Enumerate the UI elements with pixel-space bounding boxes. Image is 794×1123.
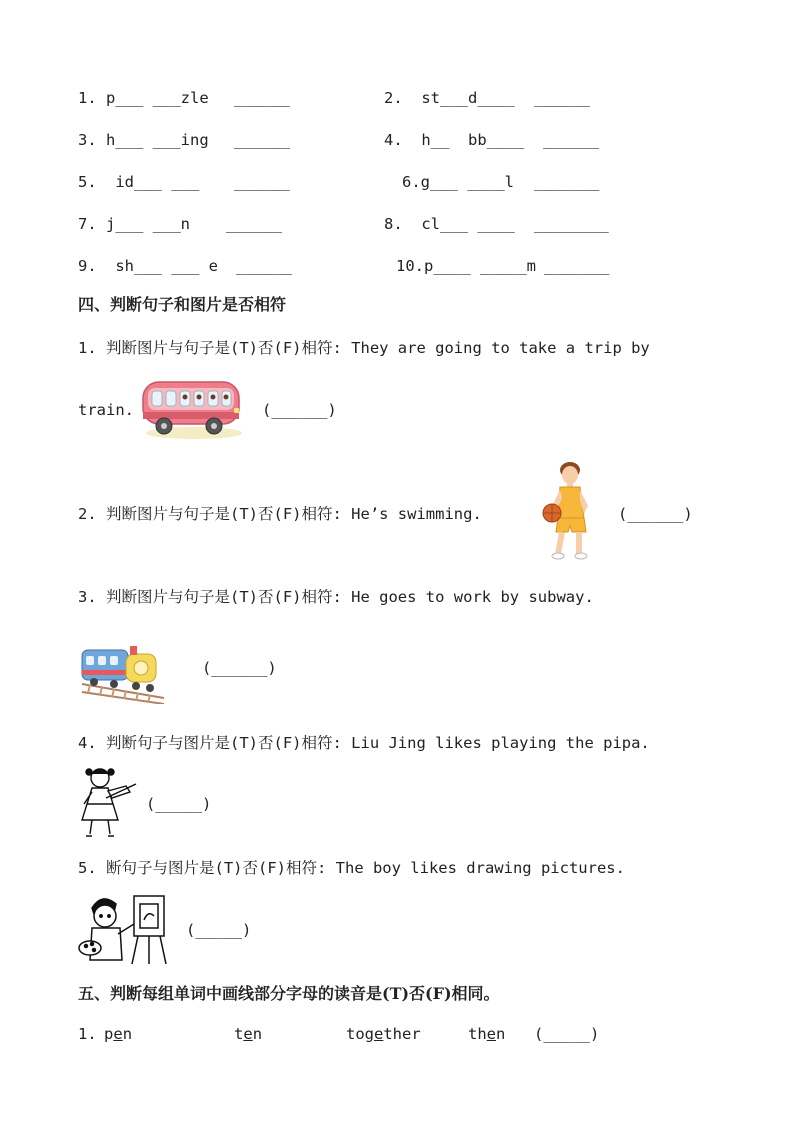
- section-4-title: 四、判断句子和图片是否相符: [78, 295, 287, 314]
- q4-3-text: 3. 判断图片与句子是(T)否(F)相符: He goes to work by subway.: [78, 588, 594, 606]
- q4-4-blank: (_____): [146, 795, 212, 813]
- q4-5-blank: (_____): [186, 921, 252, 939]
- q4-1-blank: (______): [262, 401, 337, 419]
- spell-item-2: 2. st___d____: [384, 89, 515, 107]
- spell-answer-6: _______: [534, 173, 600, 191]
- q4-1-line2: train.: [78, 401, 134, 419]
- spell-answer-4: ______: [543, 131, 599, 149]
- spell-item-8: 8. cl___ ____: [384, 215, 515, 233]
- spell-item-7: 7. j___ ___n: [78, 215, 190, 233]
- q5-1-word-4: then: [468, 1025, 506, 1043]
- spell-answer-3: ______: [234, 131, 290, 149]
- spell-answer-10: _______: [544, 257, 610, 275]
- spell-answer-7: ______: [226, 215, 282, 233]
- spell-answer-9: ______: [236, 257, 292, 275]
- q5-1-blank: (_____): [534, 1025, 600, 1043]
- q4-2-blank: (______): [618, 505, 693, 523]
- q4-2-text: 2. 判断图片与句子是(T)否(F)相符: He’s swimming.: [78, 505, 482, 523]
- train-picture: [78, 640, 170, 704]
- q4-4-text: 4. 判断句子与图片是(T)否(F)相符: Liu Jing likes playing the pipa.: [78, 734, 650, 752]
- section-5-title: 五、判断每组单词中画线部分字母的读音是(T)否(F)相同。: [78, 984, 500, 1003]
- spell-item-10: 10.p____ _____m: [396, 257, 536, 275]
- spell-answer-8: ________: [534, 215, 609, 233]
- spell-answer-5: ______: [234, 173, 290, 191]
- q4-3-blank: (______): [202, 659, 277, 677]
- q4-5-text: 5. 断句子与图片是(T)否(F)相符: The boy likes drawing pictures.: [78, 859, 625, 877]
- q5-1-word-3: together: [346, 1025, 421, 1043]
- spell-item-6: 6.g___ ____l: [402, 173, 514, 191]
- painting-boy-picture: [78, 890, 172, 968]
- bus-picture: [140, 376, 244, 440]
- violin-girl-picture: [78, 764, 140, 842]
- spell-answer-2: ______: [534, 89, 590, 107]
- basketball-boy-picture: [540, 456, 606, 566]
- q5-1-word-1: pen: [104, 1025, 133, 1043]
- spell-item-9: 9. sh___ ___ e: [78, 257, 218, 275]
- spell-item-5: 5. id___ ___: [78, 173, 200, 191]
- spell-answer-1: ______: [234, 89, 290, 107]
- spell-item-1: 1. p___ ___zle: [78, 89, 209, 107]
- q5-1-word-2: ten: [234, 1025, 263, 1043]
- q4-1-line1: 1. 判断图片与句子是(T)否(F)相符: They are going to take a trip by: [78, 339, 650, 357]
- spell-item-4: 4. h__ bb____: [384, 131, 524, 149]
- q5-1-number: 1.: [78, 1025, 97, 1043]
- spell-item-3: 3. h___ ___ing: [78, 131, 209, 149]
